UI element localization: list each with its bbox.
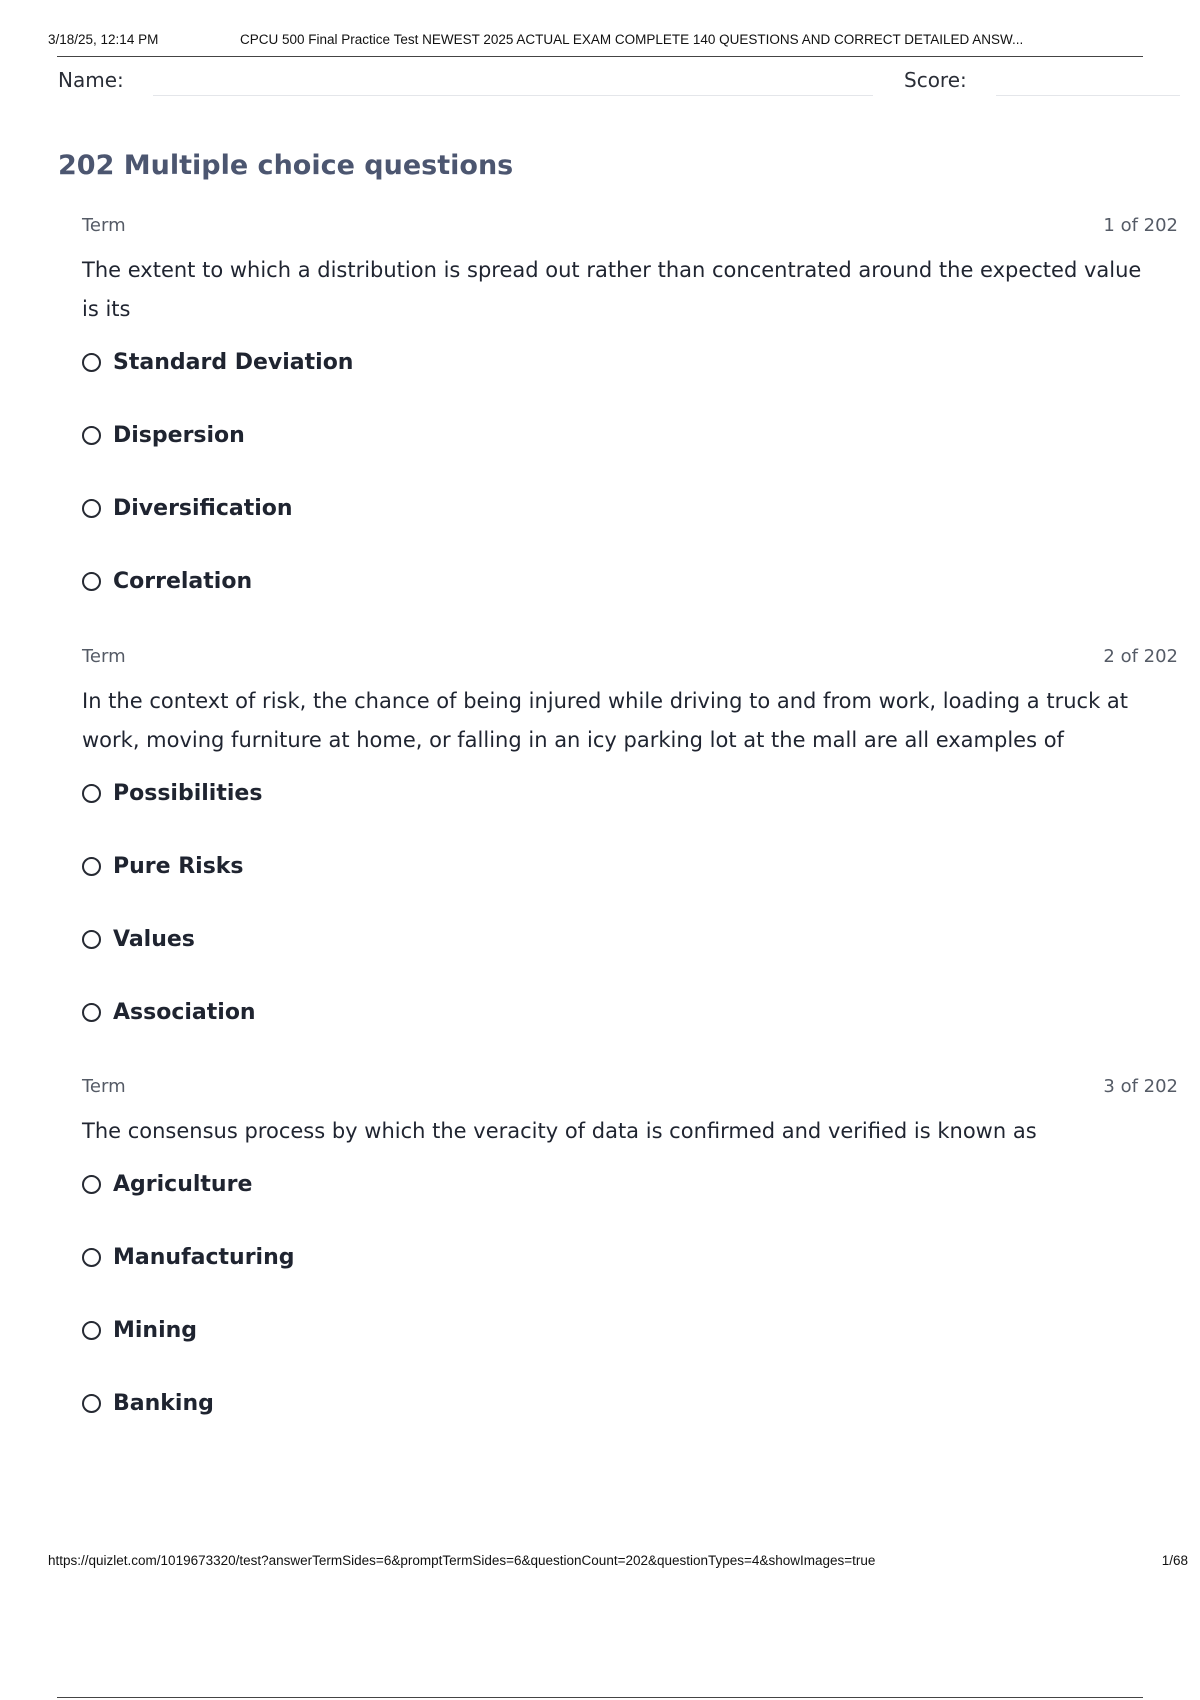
- question-card: [82, 215, 1178, 598]
- radio-button-icon[interactable]: [82, 1248, 101, 1267]
- header-divider: [57, 56, 1143, 57]
- answer-option[interactable]: [82, 1313, 1178, 1347]
- answer-option-label: Possibilities: [113, 780, 263, 806]
- answer-option[interactable]: [82, 995, 1178, 1029]
- answer-option[interactable]: [82, 1386, 1178, 1420]
- bottom-divider: [57, 1697, 1143, 1698]
- term-label: Term: [82, 646, 126, 667]
- answer-option[interactable]: [82, 849, 1178, 883]
- answer-options: [82, 776, 1178, 1029]
- print-footer: [48, 1553, 1188, 1573]
- answer-option-label: Correlation: [113, 568, 253, 594]
- section-title: 202 Multiple choice questions: [58, 150, 514, 181]
- name-field-line[interactable]: [153, 95, 873, 96]
- answer-option[interactable]: [82, 345, 1178, 379]
- question-counter: 2 of 202: [1103, 646, 1178, 667]
- radio-button-icon[interactable]: [82, 572, 101, 591]
- footer-page-number: 1/68: [1161, 1553, 1188, 1568]
- question-prompt: The extent to which a distribution is spread out rather than concentrated around the expected value is its: [82, 258, 1142, 321]
- radio-button-icon[interactable]: [82, 857, 101, 876]
- print-header: [48, 30, 1178, 54]
- answer-option-label: Standard Deviation: [113, 349, 354, 375]
- answer-option[interactable]: [82, 491, 1178, 525]
- answer-option[interactable]: [82, 776, 1178, 810]
- question-counter: 1 of 202: [1103, 215, 1178, 236]
- answer-option-label: Values: [113, 926, 195, 952]
- radio-button-icon[interactable]: [82, 1394, 101, 1413]
- answer-option-label: Manufacturing: [113, 1244, 295, 1270]
- footer-url: https://quizlet.com/1019673320/test?answerTermSides=6&promptTermSides=6&questionCount=202&questionTypes=4&showImages=true: [48, 1553, 876, 1568]
- answer-option[interactable]: [82, 564, 1178, 598]
- radio-button-icon[interactable]: [82, 499, 101, 518]
- name-label: Name:: [58, 68, 124, 92]
- answer-option-label: Diversification: [113, 495, 293, 521]
- answer-option[interactable]: [82, 922, 1178, 956]
- question-meta: [82, 646, 1178, 672]
- answer-option[interactable]: [82, 1240, 1178, 1274]
- radio-button-icon[interactable]: [82, 353, 101, 372]
- question-prompt: In the context of risk, the chance of being injured while driving to and from work, loading a truck at work, moving furniture at home, or falling in an icy parking lot at the mall are all examples of: [82, 689, 1129, 752]
- radio-button-icon[interactable]: [82, 784, 101, 803]
- radio-button-icon[interactable]: [82, 1321, 101, 1340]
- radio-button-icon[interactable]: [82, 930, 101, 949]
- answer-option-label: Banking: [113, 1390, 214, 1416]
- answer-options: [82, 1167, 1178, 1420]
- term-label: Term: [82, 1076, 126, 1097]
- question-card: [82, 646, 1178, 1029]
- question-meta: [82, 215, 1178, 241]
- question-card: [82, 1076, 1178, 1420]
- print-date: 3/18/25, 12:14 PM: [48, 32, 159, 47]
- question-counter: 3 of 202: [1103, 1076, 1178, 1097]
- radio-button-icon[interactable]: [82, 426, 101, 445]
- score-label: Score:: [904, 68, 967, 92]
- name-score-row: [58, 64, 1180, 100]
- answer-option-label: Agriculture: [113, 1171, 253, 1197]
- print-title: CPCU 500 Final Practice Test NEWEST 2025 ACTUAL EXAM COMPLETE 140 QUESTIONS AND CORRECT DETAILED ANSW...: [240, 32, 1024, 47]
- radio-button-icon[interactable]: [82, 1003, 101, 1022]
- answer-option[interactable]: [82, 418, 1178, 452]
- answer-option-label: Pure Risks: [113, 853, 244, 879]
- term-label: Term: [82, 215, 126, 236]
- answer-options: [82, 345, 1178, 598]
- radio-button-icon[interactable]: [82, 1175, 101, 1194]
- score-field-line[interactable]: [996, 95, 1180, 96]
- answer-option-label: Mining: [113, 1317, 198, 1343]
- answer-option-label: Dispersion: [113, 422, 245, 448]
- answer-option[interactable]: [82, 1167, 1178, 1201]
- question-prompt: The consensus process by which the veracity of data is confirmed and verified is known as: [82, 1119, 1037, 1143]
- answer-option-label: Association: [113, 999, 256, 1025]
- question-meta: [82, 1076, 1178, 1102]
